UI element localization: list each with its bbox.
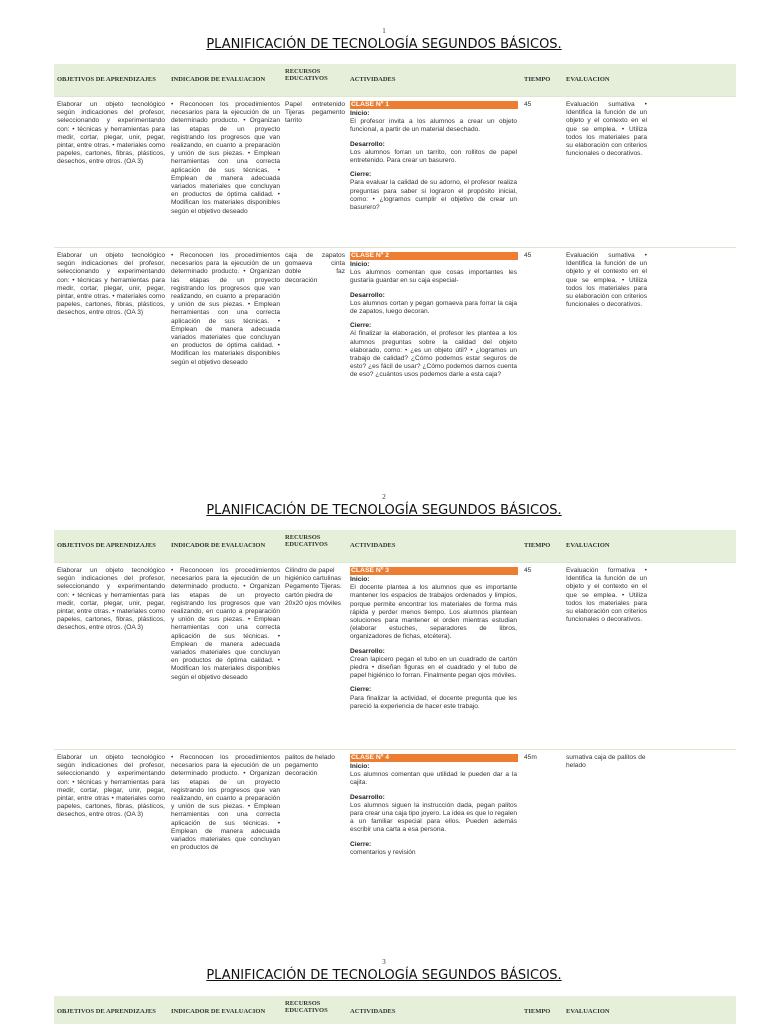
table-row (54, 247, 736, 398)
objetivo-cell: Elaborar un objeto tecnológico según indicaciones del profesor, seleccionando y experimentando con: • técnicas y herramientas para medir, cortar, plegar, unir, pegar, pintar, entre otras. • materiales como papeles, cartones, fibras, plásticos, desechos, entre otros. (OA 3) (57, 567, 165, 632)
indicador-cell: • Reconocen los procedimientos necesarios para la ejecución de un determinado producto. • Organizan las etapas de un proyecto registrando los progresos que van realizando, en cuanto a preparación y unión de sus piezas. • Emplean herramientas con una correcta aplicación de sus técnicas. • Emplean de manera adecuada variados materiales que concluyan en productos de óptima calidad. • Modifican los materiales disponibles según el objetivo deseado (171, 567, 280, 681)
actividades-cell (350, 567, 517, 711)
desarrollo-label: Desarrollo: (350, 291, 385, 299)
objetivo-cell: Elaborar un objeto tecnológico según indicaciones del profesor, seleccionando y experimentando con: • técnicas y herramientas para medir, cortar, plegar, unir, pegar, pintar, entre otras. • materiales como papeles, cartones, fibras, plásticos, desechos, entre otros. (OA 3) (57, 101, 165, 166)
recursos-cell: Cilindro de papel higiénico cartulinas Pegamento Tijeras. cartón piedra de 20x20 ojos móviles (285, 567, 342, 607)
desarrollo-label: Desarrollo: (350, 793, 385, 801)
header-recursos: RECURSOS EDUCATIVOS (285, 68, 328, 83)
actividades-cell (350, 101, 517, 212)
cierre-text: Al finalizar la elaboración, el profesor les plantea a los alumnos preguntas sobre la calidad del objeto elaborado, como: • ¿es un objeto útil? • ¿logramos un trabajo de calidad? ¿Cómo podemos estar seguros de esto? ¿es fácil de usar? ¿Cómo podemos darnos cuenta de eso? ¿cuántos usos podemos darle a esta caja? (350, 330, 517, 379)
page-title: PLANIFICACIÓN DE TECNOLOGÍA SEGUNDOS BÁSICOS. (206, 37, 562, 52)
header-recursos: RECURSOS EDUCATIVOS (285, 1000, 328, 1015)
cierre-label: Cierre: (350, 840, 372, 848)
desarrollo-label: Desarrollo: (350, 140, 385, 148)
objetivo-cell: Elaborar un objeto tecnológico según indicaciones del profesor, seleccionando y experimentando con: • técnicas y herramientas para medir, cortar, plegar, unir, pegar, pintar, entre otras. • materiales como papeles, cartones, fibras, plásticos, desechos, entre otros. (OA 3) (57, 252, 165, 317)
header-objetivos: OBJETIVOS DE APRENDIZAJES (57, 76, 156, 83)
table-row (54, 749, 736, 870)
evaluacion-cell: Evaluación sumativa • Identifica la función de un objeto y el contexto en el que se emplea. • Utiliza todos los materiales para su elaboración con criterios funcionales o decorativos. (566, 252, 647, 309)
evaluacion-cell: Evaluación formativa • Identifica la función de un objeto y el contexto en el que se emplea. • Utiliza todos los materiales para su elaboración con criterios funcionales o decorativos. (566, 567, 647, 624)
cierre-text: Para finalizar la actividad, el docente pregunta que les pareció la experiencia de hacer este trabajo. (350, 694, 517, 710)
header-actividades: ACTIVIDADES (350, 76, 396, 83)
recursos-cell: caja de zapatos gomaeva cinta doble faz decoración (285, 252, 345, 284)
indicador-cell: • Reconocen los procedimientos necesarios para la ejecución de un determinado producto. • Organizan las etapas de un proyecto registrando los progresos que van realizando, en cuanto a preparación y unión de sus piezas. • Emplean herramientas con una correcta aplicación de sus técnicas. • Emplean de manera adecuada variados materiales que concluyan en productos de (171, 754, 280, 852)
tiempo-cell: 45 (524, 252, 532, 259)
actividades-cell (350, 252, 517, 380)
recursos-cell: palitos de helado pegamento decoración (285, 754, 335, 778)
page-2 (0, 493, 768, 518)
header-objetivos: OBJETIVOS DE APRENDIZAJES (57, 1008, 156, 1015)
inicio-text: El profesor invita a los alumnos a crear un objeto funcional, a partir de un material desechado. (350, 118, 517, 134)
inicio-text: Los alumnos comentan que cosas importantes les gustaría guardar en su caja especial- (350, 269, 517, 285)
cierre-label: Cierre: (350, 686, 372, 694)
page-title: PLANIFICACIÓN DE TECNOLOGÍA SEGUNDOS BÁSICOS. (206, 968, 562, 983)
table-header (54, 64, 736, 96)
cierre-label: Cierre: (350, 171, 372, 179)
header-evaluacion: EVALUACION (566, 1008, 610, 1015)
inicio-label: Inicio: (350, 110, 370, 117)
desarrollo-text: Crean lapicero pegan el tubo en un cuadrado de cartón piedra • diseñan figuras en el cuadrado y el tubo de papel higiénico lo forran. Finalmente pegan ojos móviles. (350, 655, 517, 680)
clase-badge: CLASE Nº 2 (350, 252, 518, 260)
inicio-text: El docente plantea a los alumnos que es importante mantener los espacios de trabajos ordenados y limpios, porque permite encontrar los materiales de forma más rápida y perder menos tiempo. Los alumnos plantean soluciones para mantener el orden mientras estudian (elaborar estuches, separadores de libros, organizadores de fichas, etcétera). (350, 584, 517, 641)
desarrollo-text: Los alumnos siguen la instrucción dada, pegan palitos para crear una caja tipo joyero. La idea es que lo regalen a un familiar especial para ellos. Pueden además escribir una carta a esa persona. (350, 801, 517, 834)
header-actividades: ACTIVIDADES (350, 542, 396, 549)
inicio-label: Inicio: (350, 576, 370, 583)
clase-badge: CLASE Nº 1 (350, 101, 518, 109)
page-number: 1 (382, 27, 386, 35)
clase-badge: CLASE Nº 3 (350, 567, 518, 575)
header-indicador: INDICADOR DE EVALUACION (171, 542, 266, 549)
inicio-text: Los alumnos comentan que utilidad le pueden dar a la cajita. (350, 771, 517, 787)
desarrollo-text: Los alumnos cortan y pegan gomaeva para forrar la caja de zapatos, luego decoran. (350, 299, 517, 316)
indicador-cell: • Reconocen los procedimientos necesarios para la ejecución de un determinado producto. • Organizan las etapas de un proyecto registrando los progresos que van realizando, en cuanto a preparación y unión de sus piezas. • Emplean herramientas con una correcta aplicación de sus técnicas. • Emplean de manera adecuada variados materiales que concluyan en productos de óptima calidad. • Modifican los materiales disponibles según el objetivo deseado (171, 252, 280, 366)
table-header (54, 996, 736, 1024)
objetivo-cell: Elaborar un objeto tecnológico según indicaciones del profesor, seleccionando y experimentando con: • técnicas y herramientas para medir, cortar, plegar, unir, pegar, pintar, entre otras • materiales como papeles, cartones, fibras, plásticos, desechos, entre otros. (OA 3) (57, 754, 165, 819)
header-recursos: RECURSOS EDUCATIVOS (285, 534, 328, 549)
page-1 (0, 27, 768, 52)
recursos-cell: Papel entretenido Tijeras pegamento tarrito (285, 101, 345, 125)
page-number: 3 (382, 958, 386, 966)
header-tiempo: TIEMPO (524, 542, 551, 549)
evaluacion-cell: sumativa caja de palitos de helado (566, 754, 646, 770)
cierre-text: comentarios y revisión (350, 848, 416, 856)
tiempo-cell: 45m (524, 754, 537, 761)
cierre-text: Para evaluar la calidad de su adorno, el profesor realiza preguntas para saber si lograron el propósito inicial, como: • ¿logramos cumplir el objetivo de crear un basurero? (350, 179, 517, 212)
header-actividades: ACTIVIDADES (350, 1008, 396, 1015)
desarrollo-text: Los alumnos forran un tarrito, con rollitos de papel entretenido. Para crear un basurero. (350, 148, 517, 165)
header-tiempo: TIEMPO (524, 1008, 551, 1015)
indicador-cell: • Reconocen los procedimientos necesarios para la ejecución de un determinado producto. • Organizan las etapas de un proyecto registrando los progresos que van realizando, en cuanto a preparación y unión de sus piezas. • Emplean herramientas con una correcta aplicación de sus técnicas. • Emplean de manera adecuada variados materiales que concluyan en productos de óptima calidad. • Modifican los materiales disponibles según el objetivo deseado (171, 101, 280, 215)
header-tiempo: TIEMPO (524, 76, 551, 83)
tiempo-cell: 45 (524, 101, 532, 108)
header-evaluacion: EVALUACION (566, 76, 610, 83)
cierre-label: Cierre: (350, 322, 372, 330)
tiempo-cell: 45 (524, 567, 532, 574)
page-title: PLANIFICACIÓN DE TECNOLOGÍA SEGUNDOS BÁSICOS. (206, 503, 562, 518)
actividades-cell (350, 754, 517, 857)
inicio-label: Inicio: (350, 261, 370, 268)
inicio-label: Inicio: (350, 763, 370, 770)
table-row (54, 96, 736, 247)
desarrollo-label: Desarrollo: (350, 647, 385, 655)
page-3 (0, 958, 768, 983)
table-header (54, 530, 736, 562)
page-number: 2 (382, 493, 386, 501)
header-objetivos: OBJETIVOS DE APRENDIZAJES (57, 542, 156, 549)
clase-badge: CLASE Nº 4 (350, 754, 518, 762)
header-indicador: INDICADOR DE EVALUACION (171, 76, 266, 83)
header-indicador: INDICADOR DE EVALUACION (171, 1008, 266, 1015)
evaluacion-cell: Evaluación sumativa • Identifica la función de un objeto y el contexto en el que se emplea. • Utiliza todos los materiales para su elaboración con criterios funcionales o decorativos. (566, 101, 647, 158)
table-row (54, 562, 736, 749)
header-evaluacion: EVALUACION (566, 542, 610, 549)
